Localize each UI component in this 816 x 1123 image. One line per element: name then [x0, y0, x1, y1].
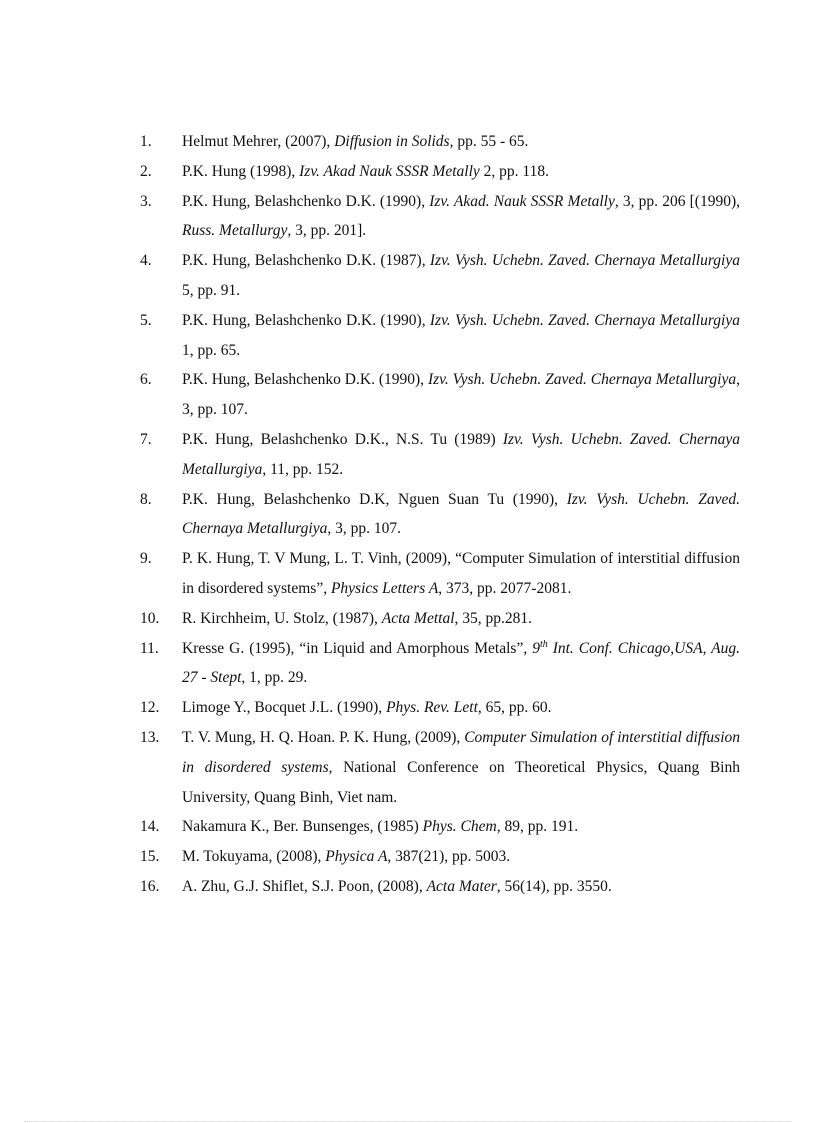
- reference-segment: R. Kirchheim, U. Stolz, (1987),: [182, 609, 382, 627]
- reference-text: [182, 485, 740, 545]
- reference-italic-segment: Izv. Vysh. Uchebn. Zaved. Chernaya Metallurgiya: [429, 252, 740, 270]
- reference-italic-segment: Izv. Vysh. Uchebn. Zaved. Chernaya Metallurgiya: [427, 371, 737, 389]
- reference-text: [182, 246, 740, 306]
- reference-segment: , 3, pp. 107.: [182, 371, 740, 419]
- reference-text: [182, 127, 740, 157]
- reference-segment: P.K. Hung, Belashchenko D.K., N.S. Tu (1989): [182, 430, 503, 448]
- reference-segment: Kresse G. (1995), “in Liquid and Amorphous Metals”,: [182, 639, 533, 657]
- reference-item: [140, 723, 740, 812]
- reference-text: [182, 604, 740, 634]
- reference-segment: P.K. Hung, Belashchenko D.K. (1990),: [182, 371, 428, 389]
- reference-item: [140, 306, 740, 366]
- reference-segment: , 3, pp. 107.: [327, 520, 401, 538]
- reference-text: [182, 634, 740, 694]
- reference-number: 2.: [140, 162, 152, 180]
- reference-item: [140, 246, 740, 306]
- reference-italic-segment: Physica A: [325, 848, 388, 866]
- reference-segment: , 3, pp. 206 [(1990),: [614, 192, 740, 210]
- reference-segment: , 387(21), pp. 5003.: [387, 848, 511, 866]
- reference-segment: , 11, pp. 152.: [262, 460, 344, 478]
- reference-italic-segment: Russ. Metallurgy: [182, 222, 288, 240]
- reference-text: [182, 693, 740, 723]
- reference-text: [182, 365, 740, 425]
- reference-number: 12.: [140, 699, 160, 717]
- reference-item: [140, 365, 740, 425]
- reference-text: [182, 544, 740, 604]
- reference-italic-segment: Acta Mater: [426, 877, 497, 895]
- reference-segment: , 1, pp. 29.: [241, 669, 308, 687]
- reference-number: 15.: [140, 848, 160, 866]
- reference-item: [140, 842, 740, 872]
- reference-number: 5.: [140, 311, 152, 329]
- reference-italic-segment: Izv. Akad Nauk SSSR Metally: [299, 162, 480, 180]
- reference-item: [140, 485, 740, 545]
- reference-italic-segment: 9: [532, 639, 540, 657]
- reference-list: [140, 127, 740, 902]
- reference-number: 16.: [140, 877, 160, 895]
- reference-item: [140, 812, 740, 842]
- reference-item: [140, 634, 740, 694]
- reference-segment: , 35, pp.281.: [454, 609, 533, 627]
- reference-italic-segment: Physics Letters A: [330, 579, 439, 597]
- reference-text: [182, 157, 740, 187]
- reference-number: 9.: [140, 550, 152, 568]
- reference-italic-segment: th: [539, 638, 548, 650]
- reference-italic-segment: Int. Conf. Chicago,USA, Aug. 27 - Stept: [182, 639, 740, 687]
- reference-segment: , 373, pp. 2077-2081.: [438, 579, 572, 597]
- reference-text: [182, 306, 740, 366]
- reference-text: [182, 723, 740, 812]
- reference-segment: 2, pp. 118.: [479, 162, 549, 180]
- reference-number: 8.: [140, 490, 152, 508]
- reference-italic-segment: Computer Simulation of interstitial diffusion in disordered systems: [182, 728, 740, 776]
- reference-italic-segment: Phys. Chem: [422, 818, 497, 836]
- reference-segment: , 56(14), pp. 3550.: [496, 877, 612, 895]
- reference-item: [140, 604, 740, 634]
- reference-text: [182, 812, 740, 842]
- reference-italic-segment: Izv. Vysh. Uchebn. Zaved. Chernaya Metallurgiya: [429, 311, 740, 329]
- reference-number: 6.: [140, 371, 152, 389]
- reference-item: [140, 127, 740, 157]
- reference-text: [182, 842, 740, 872]
- reference-segment: , 3, pp. 201].: [287, 222, 367, 240]
- reference-number: 11.: [140, 639, 159, 657]
- reference-italic-segment: Izv. Vysh. Uchebn. Zaved. Chernaya Metallurgiya: [182, 490, 740, 538]
- reference-item: [140, 187, 740, 247]
- page-bottom-divider: [24, 1121, 792, 1122]
- reference-segment: Limoge Y., Bocquet J.L. (1990),: [182, 699, 387, 717]
- reference-item: [140, 425, 740, 485]
- reference-segment: P. K. Hung, T. V Mung, L. T. Vinh, (2009), “Computer Simulation of interstitial diffusion in disordered systems”,: [182, 550, 740, 597]
- reference-number: 10.: [140, 609, 160, 627]
- reference-italic-segment: Diffusion in Solids: [334, 133, 450, 150]
- reference-item: [140, 872, 740, 902]
- reference-number: 14.: [140, 818, 160, 836]
- reference-number: 7.: [140, 430, 152, 448]
- reference-italic-segment: Acta Mettal: [381, 609, 455, 627]
- reference-segment: Nakamura K., Ber. Bunsenges, (1985): [182, 818, 423, 836]
- reference-segment: 5, pp. 91.: [182, 281, 241, 299]
- reference-text: [182, 872, 740, 902]
- reference-segment: , 65, pp. 60.: [477, 699, 552, 717]
- reference-number: 13.: [140, 728, 160, 746]
- reference-number: 1.: [140, 133, 152, 150]
- reference-segment: Helmut Mehrer, (2007),: [182, 133, 335, 150]
- reference-number: 4.: [140, 252, 152, 270]
- reference-segment: M. Tokuyama, (2008),: [182, 848, 326, 866]
- reference-segment: , 89, pp. 191.: [496, 818, 579, 836]
- reference-segment: T. V. Mung, H. Q. Hoan. P. K. Hung, (2009),: [182, 728, 465, 746]
- reference-segment: 1, pp. 65.: [182, 341, 241, 359]
- reference-text: [182, 187, 740, 247]
- reference-item: [140, 157, 740, 187]
- reference-number: 3.: [140, 192, 152, 210]
- reference-italic-segment: Izv. Vysh. Uchebn. Zaved. Chernaya Metallurgiya: [182, 430, 741, 478]
- reference-italic-segment: Phys. Rev. Lett: [386, 699, 478, 717]
- reference-segment: A. Zhu, G.J. Shiflet, S.J. Poon, (2008),: [182, 877, 427, 895]
- reference-segment: P.K. Hung, Belashchenko D.K. (1990),: [182, 311, 430, 329]
- reference-italic-segment: Izv. Akad. Nauk SSSR Metally: [429, 192, 615, 210]
- reference-segment: P.K. Hung, Belashchenko D.K. (1990),: [182, 192, 430, 210]
- reference-item: [140, 693, 740, 723]
- reference-segment: , National Conference on Theoretical Physics, Quang Binh University, Quang Binh, Viet nam.: [182, 758, 740, 806]
- reference-segment: , pp. 55 - 65.: [449, 133, 529, 150]
- reference-segment: P.K. Hung (1998),: [182, 162, 300, 180]
- reference-text: [182, 425, 740, 485]
- reference-segment: P.K. Hung, Belashchenko D.K. (1987),: [182, 252, 430, 270]
- reference-segment: P.K. Hung, Belashchenko D.K, Nguen Suan Tu (1990),: [182, 490, 567, 508]
- reference-item: [140, 544, 740, 604]
